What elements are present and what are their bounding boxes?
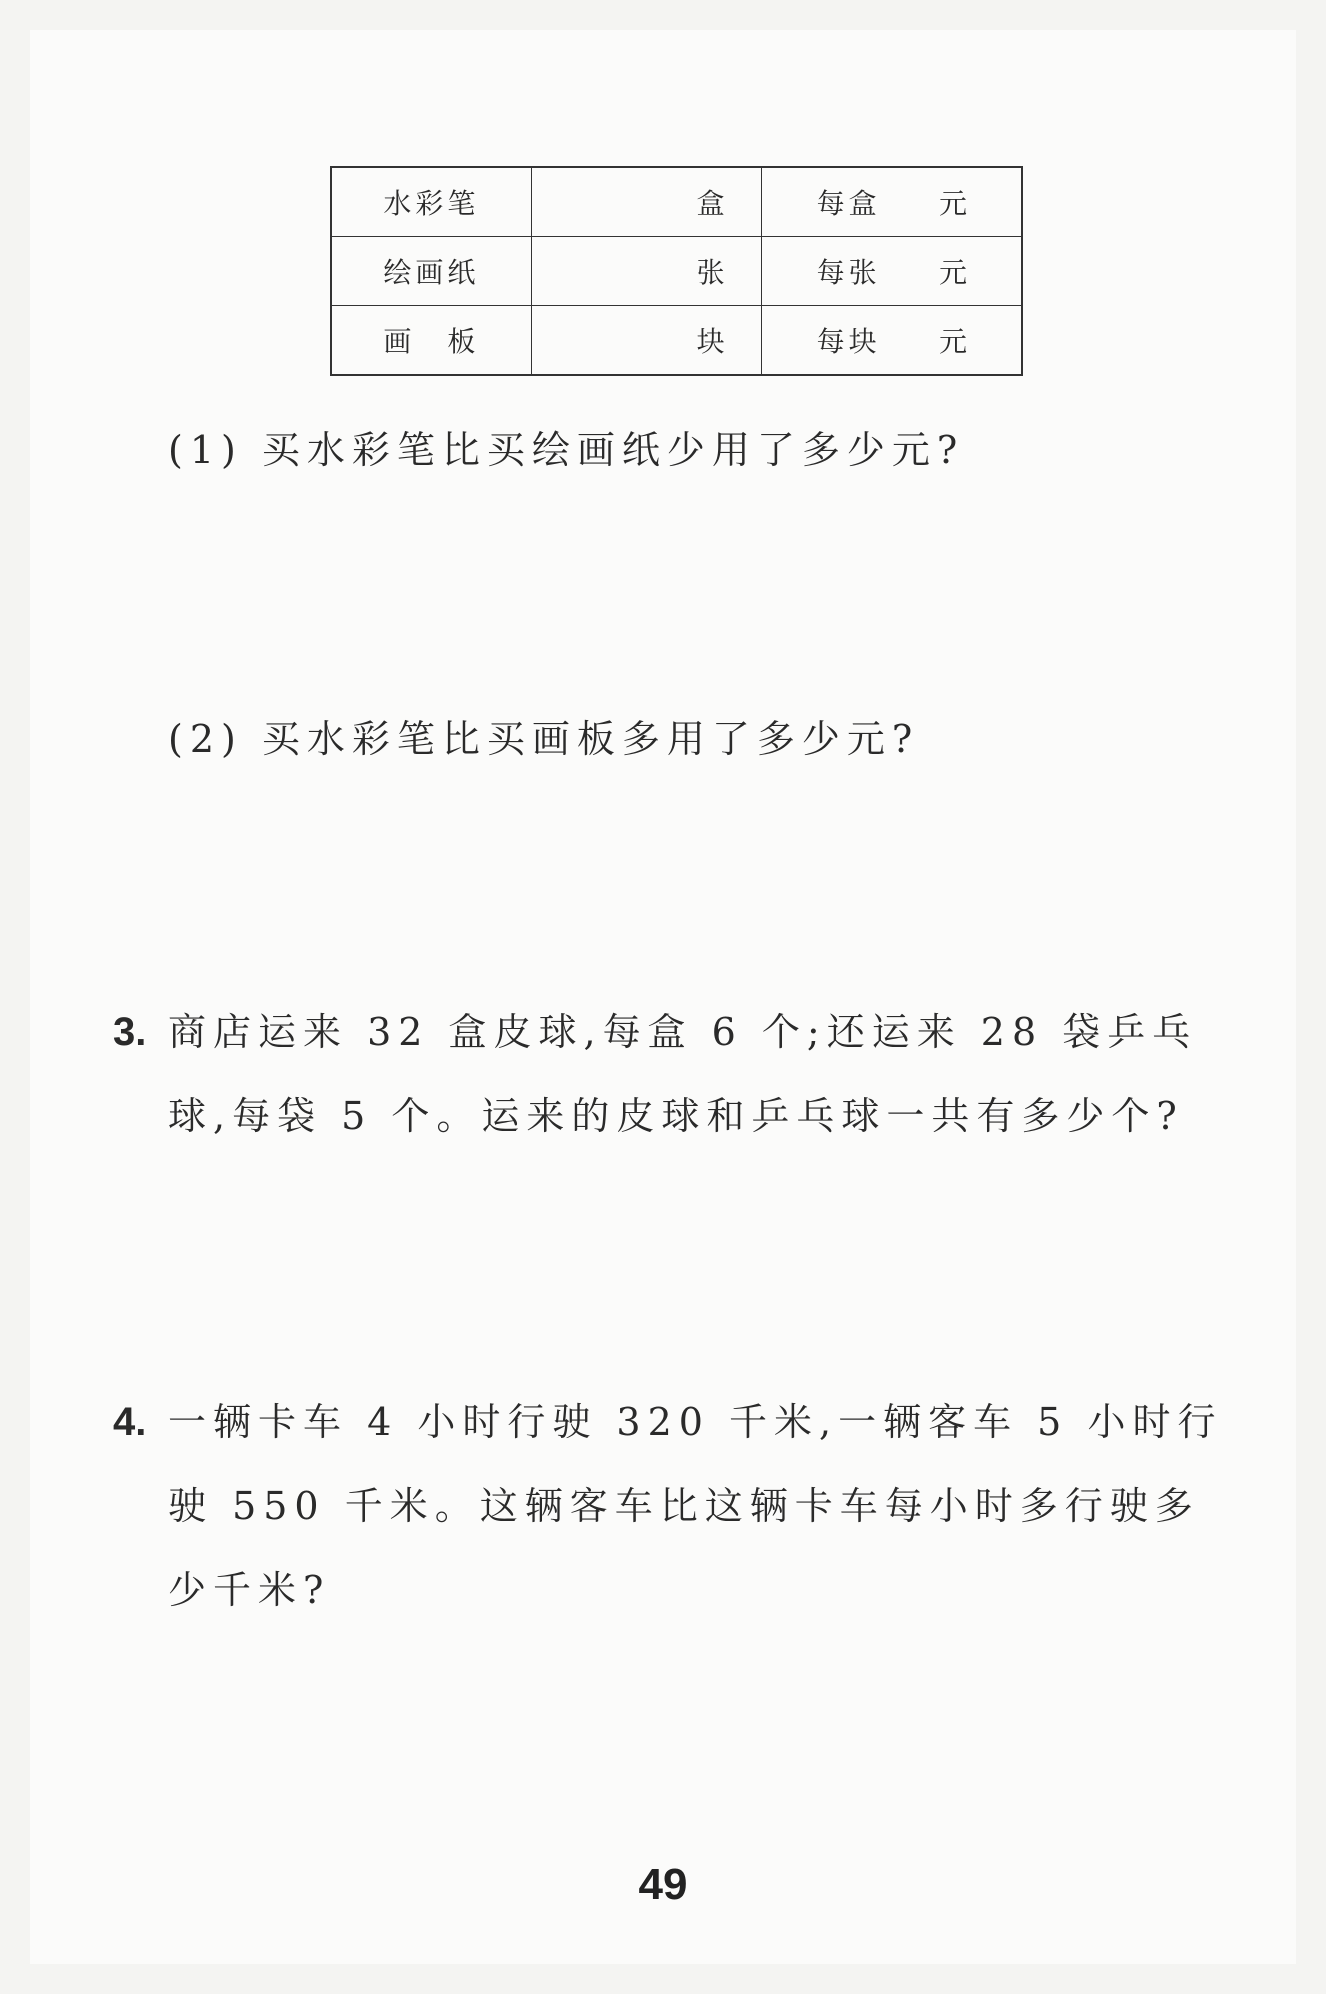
question-4-line-2: 驶 550 千米。这辆客车比这辆卡车每小时多行驶多 xyxy=(168,1484,1200,1528)
price-cell xyxy=(761,167,1022,237)
table-row xyxy=(331,237,1022,306)
yuan-label: 元 xyxy=(938,187,971,220)
question-2-part-2: (2) 买水彩笔比买画板多用了多少元? xyxy=(168,717,920,761)
question-4-line-3: 少千米? xyxy=(168,1568,331,1612)
item-cell: 水彩笔 xyxy=(331,167,531,237)
per-label: 每张 xyxy=(816,256,881,289)
question-3-number: 3. xyxy=(113,1010,147,1054)
unit-cell: 张 xyxy=(531,237,761,306)
per-label: 每盒 xyxy=(816,187,881,220)
question-3-line-2: 球,每袋 5 个。运来的皮球和乒乓球一共有多少个? xyxy=(168,1094,1184,1138)
unit-cell: 盒 xyxy=(531,167,761,237)
price-cell xyxy=(761,306,1022,376)
table-row xyxy=(331,167,1022,237)
question-3-line-1: 商店运来 32 盒皮球,每盒 6 个;还运来 28 袋乒乓 xyxy=(168,1010,1198,1054)
item-cell: 画 板 xyxy=(331,306,531,376)
page-number: 49 xyxy=(638,1860,688,1909)
table-row xyxy=(331,306,1022,376)
unit-cell: 块 xyxy=(531,306,761,376)
price-cell xyxy=(761,237,1022,306)
per-label: 每块 xyxy=(816,325,881,358)
yuan-label: 元 xyxy=(938,256,971,289)
yuan-label: 元 xyxy=(938,325,971,358)
question-4-number: 4. xyxy=(113,1400,147,1444)
question-4-line-1: 一辆卡车 4 小时行驶 320 千米,一辆客车 5 小时行 xyxy=(168,1400,1223,1444)
question-2-part-1: (1) 买水彩笔比买绘画纸少用了多少元? xyxy=(168,428,965,472)
price-table xyxy=(330,166,1023,376)
item-cell: 绘画纸 xyxy=(331,237,531,306)
